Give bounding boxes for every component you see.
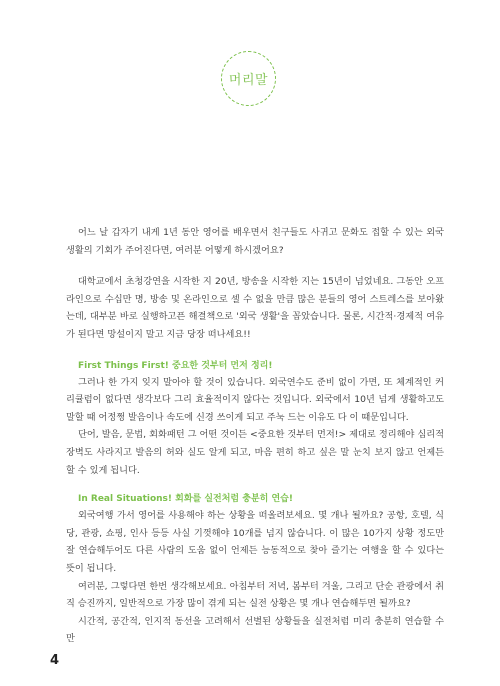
section2-paragraph-2: 여러분, 그렇다면 한번 생각해보세요. 아침부터 저녁, 봄부터 겨울, 그리고 단순 관광에서 취직 승진까지, 일반적으로 가장 많이 겪게 되는 실전 상황은 몇 개나 연습해두면 될까요? (66, 580, 444, 610)
page-body (66, 224, 444, 648)
badge-label: 머리말 (228, 73, 269, 88)
section2-paragraph-1: 외국여행 가서 영어를 사용해야 하는 상황을 떠올려보세요. 몇 개나 될까요? 공항, 호텔, 식당, 관광, 쇼핑, 인사 등등 사실 기껏해야 10개를 넘지 않습니다. 이 많은 10가지 상황 정도만 잘 연습해두어도 다른 사람의 도움 없이 언제든 능동적으로 찾아 즐기는 여행을 할 수 있다는 뜻이 됩니다. (66, 510, 444, 574)
section-heading-first-things-first: First Things First! 중요한 것부터 먼저 정리! (78, 360, 273, 371)
chapter-badge (221, 51, 276, 106)
intro-paragraph-1: 어느 날 갑자기 내게 1년 동안 영어를 배우면서 친구들도 사귀고 문화도 접할 수 있는 외국 생활의 기회가 주어진다면, 여러분 어떻게 하시겠어요? (66, 227, 444, 256)
section1-paragraph-1: 그러나 한 가지 잊지 말아야 할 것이 있습니다. 외국연수도 준비 없이 가면, 또 체계적인 커리큘럼이 없다면 생각보다 그리 효율적이지 않다는 것입니다. 외국에서 10년 넘게 생활하고도 말할 때 어정쩡 발음이나 속도에 신경 쓰이게 되고 주눅 드는 이유도 다 이 때문입니다. (66, 376, 444, 423)
section-heading-in-real-situations: In Real Situations! 회화를 실전처럼 충분히 연습! (78, 494, 293, 505)
intro-paragraph-2: 대학교에서 초청강연을 시작한 지 20년, 방송을 시작한 지는 15년이 넘었네요. 그동안 오프라인으로 수십만 명, 방송 및 온라인으로 셀 수 없을 만큼 많은 분들의 영어 스트레스를 보아왔는데, 대부분 바로 실행하고픈 해결책으로 '외국 생활'을 꼽았습니다. 물론, 시간적·경제적 여유가 된다면 망설이지 말고 지금 당장 떠나세요!! (66, 276, 444, 340)
page-number: 4 (50, 653, 60, 668)
section2-paragraph-3: 시간적, 공간적, 인지적 동선을 고려해서 선별된 상황들을 실전처럼 미리 충분히 연습할 수만 (66, 615, 444, 645)
section1-paragraph-2: 단어, 발음, 문법, 회화패턴 그 어떤 것이든 <중요한 것부터 먼저!> 제대로 정리해야 심리적 장벽도 사라지고 발음의 허와 실도 알게 되고, 마음 편히 하고 싶은 말 눈치 보지 않고 언제든 할 수 있게 됩니다. (66, 429, 444, 476)
